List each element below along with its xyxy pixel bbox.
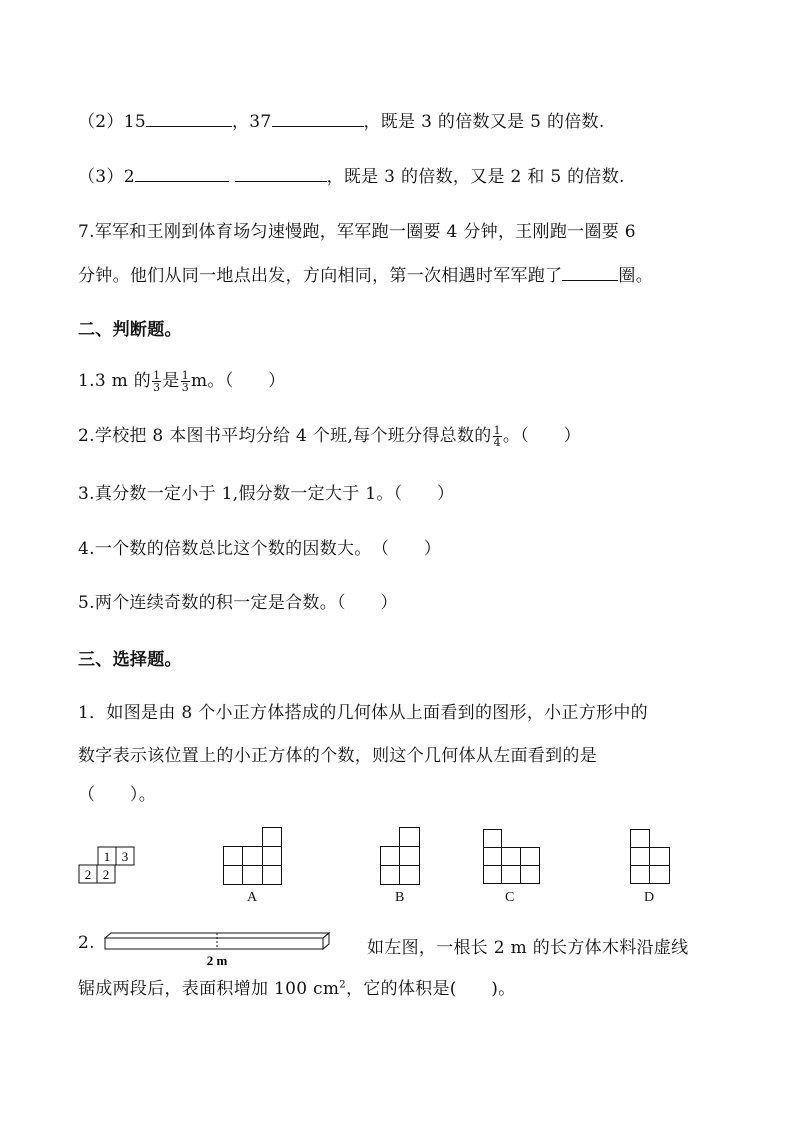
choice-q2-number: 2. [78, 933, 95, 953]
answer-blank[interactable] [135, 167, 229, 182]
fill-q2-tail: ，既是 3 的倍数又是 5 的倍数. [363, 112, 605, 132]
bar-length-label: 2 m [206, 953, 228, 968]
option-c-figure[interactable] [483, 829, 541, 885]
fill-q3-label: （3）2 [78, 167, 135, 187]
option-a-view [223, 827, 285, 885]
option-b-label: B [395, 890, 405, 905]
fraction [181, 370, 190, 393]
fraction-num: 1 [493, 424, 501, 437]
top-view-cell: 2 [102, 867, 110, 882]
judge-item-3: 3.真分数一定小于 1,假分数一定大于 1。（ ） [78, 484, 455, 504]
choice-q1-line3: （ ）。 [78, 785, 156, 805]
option-b-figure[interactable] [380, 827, 422, 885]
fill-q3 [78, 162, 625, 187]
wood-bar [104, 932, 330, 968]
superscript: 2 [339, 979, 346, 991]
judge-item-2-pre: 2.学校把 8 本图书平均分给 4 个班,每个班分得总数的 [78, 426, 492, 446]
judge-item-4: 4.一个数的倍数总比这个数的因数大。 （ ） [78, 539, 442, 559]
choice-q1-line1: 1．如图是由 8 个小正方体搭成的几何体从上面看到的图形，小正方形中的 [78, 703, 648, 723]
choice-q2-line2 [78, 974, 516, 999]
fraction [152, 370, 161, 393]
fraction-num: 1 [153, 369, 161, 382]
judge-item-1 [78, 366, 285, 393]
judge-item-2-post: 。（ ） [502, 426, 581, 446]
option-a-figure[interactable] [223, 827, 285, 885]
choice-q2-line2-pre: 锯成两段后，表面积增加 100 cm [78, 979, 340, 999]
choice-q2-line2-post: ，它的体积是( )。 [345, 979, 516, 999]
judge-item-5: 5.两个连续奇数的积一定是合数。（ ） [78, 593, 398, 613]
top-view-cell: 1 [103, 849, 111, 864]
fill-q2-label: （2）15 [78, 112, 146, 132]
judge-item-1-post: m。（ ） [191, 371, 286, 391]
option-d-label: D [644, 890, 655, 905]
answer-blank[interactable] [146, 112, 232, 127]
fill-q7-line1: 7.军军和王刚到体育场匀速慢跑，军军跑一圈要 4 分钟，王刚跑一圈要 6 [78, 222, 636, 242]
choice-q1-line2: 数字表示该位置上的小正方体的个数，则这个几何体从左面看到的是 [78, 746, 597, 766]
fraction-num: 1 [181, 369, 190, 382]
option-a-label: A [247, 890, 258, 905]
top-view-cell: 3 [121, 849, 129, 864]
fraction [493, 425, 502, 448]
answer-blank[interactable] [562, 266, 618, 281]
choice-q2-line1: 如左图，一根长 2 m 的长方体木料沿虚线 [367, 938, 689, 958]
judge-item-1-pre: 1.3 m 的 [78, 371, 152, 391]
fill-q3-tail: ，既是 3 的倍数，又是 2 和 5 的倍数. [326, 167, 625, 187]
top-view-figure [78, 846, 138, 884]
option-c-view [483, 829, 541, 885]
top-view-grid [78, 846, 138, 884]
answer-blank[interactable] [272, 112, 364, 127]
top-view-cell: 2 [84, 867, 92, 882]
option-b-view [380, 827, 422, 885]
fill-q7-line2-end: 圈。 [618, 266, 654, 286]
option-d-view [630, 829, 672, 885]
judge-item-2 [78, 421, 581, 448]
judge-item-1-mid: 是 [162, 371, 180, 391]
option-c-label: C [505, 890, 515, 905]
answer-blank[interactable] [235, 167, 327, 182]
fill-q2 [78, 107, 605, 132]
fraction-den: 3 [181, 381, 190, 394]
fraction-den: 4 [493, 436, 501, 449]
fraction-den: 3 [153, 381, 161, 394]
choice-heading: 三、选择题。 [78, 650, 182, 670]
option-d-figure[interactable] [630, 829, 672, 885]
fill-q2-sep: ，37 [231, 112, 272, 132]
fill-q7-line2 [78, 261, 653, 286]
fill-q7-line2-text: 分钟。他们从同一地点出发，方向相同，第一次相遇时军军跑了 [78, 266, 563, 286]
wood-bar-figure [104, 932, 330, 968]
judge-heading: 二、判断题。 [78, 320, 182, 340]
